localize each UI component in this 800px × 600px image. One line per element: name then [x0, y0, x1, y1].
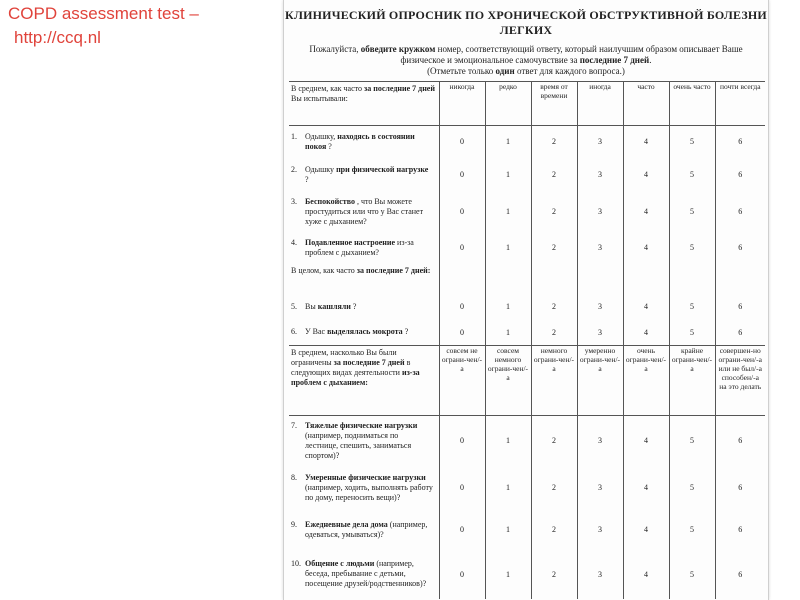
document-instructions: [290, 44, 762, 77]
question-text: [289, 550, 439, 599]
answer-option-5[interactable]: 5: [669, 158, 715, 192]
instr-text: Пожалуйста,: [309, 44, 359, 54]
answer-option-3[interactable]: 3: [577, 158, 623, 192]
heading-text: в следующих видах деятельности: [291, 358, 411, 377]
heading-text: В среднем, насколько Вы были ограничены: [291, 348, 397, 367]
answer-option-2[interactable]: 2: [531, 158, 577, 192]
question-number: 6.: [291, 327, 297, 337]
answer-option-6[interactable]: 6: [738, 243, 743, 252]
answer-option-2[interactable]: 2: [531, 294, 577, 320]
answer-option-2[interactable]: 2: [531, 192, 577, 232]
answer-option-0[interactable]: 0: [439, 416, 485, 466]
answer-option-5[interactable]: 5: [669, 550, 715, 599]
answer-option-1[interactable]: 1: [485, 192, 531, 232]
question-keyword: Подавленное настроение: [305, 237, 396, 247]
instr-bold: обведите кружком: [360, 44, 436, 54]
question-keyword: находясь в состоянии покоя: [305, 131, 415, 151]
section3-header-row: [289, 346, 765, 416]
section1-heading: [289, 82, 439, 126]
answer-option-0[interactable]: 0: [439, 192, 485, 232]
question-number: 9.: [291, 519, 297, 529]
question-number: 1.: [291, 131, 297, 141]
heading-text: Вы испытывали:: [291, 94, 348, 103]
question-text-part: , что Вы можете простудиться или что у Вас станет хуже с дыханием?: [305, 196, 424, 226]
answer-option-0[interactable]: 0: [439, 126, 485, 158]
limit-scale-header: умеренно ограни-чен/-а: [577, 346, 623, 416]
question-text-part: ?: [328, 141, 332, 151]
question-row-5: [289, 294, 765, 320]
answer-option-3[interactable]: 3: [577, 192, 623, 232]
section3-heading: [289, 346, 439, 416]
question-text-part: Одышку,: [305, 131, 336, 141]
question-text-part: У Вас: [305, 327, 326, 337]
answer-option-4[interactable]: 4: [623, 416, 669, 466]
answer-option-4[interactable]: 4: [623, 294, 669, 320]
scale-header: очень часто: [669, 82, 715, 126]
answer-option-5[interactable]: 5: [669, 294, 715, 320]
question-number: 5.: [291, 301, 297, 311]
question-row-8: [289, 466, 765, 510]
answer-option-1[interactable]: 1: [485, 126, 531, 158]
question-text: [289, 126, 439, 158]
answer-option-0[interactable]: 0: [439, 294, 485, 320]
answer-option-1[interactable]: 1: [485, 294, 531, 320]
question-row-2: [289, 158, 765, 192]
question-text-part: Одышку: [305, 164, 335, 174]
limit-scale-header: совсем немного ограни-чен/-а: [485, 346, 531, 416]
question-row-1: [289, 126, 765, 158]
questionnaire-table: [289, 81, 765, 599]
question-text: [289, 294, 439, 320]
answer-option-3[interactable]: 3: [577, 126, 623, 158]
instr-text: ответ для каждого вопроса.): [516, 66, 625, 76]
heading-bold: за последние 7 дней:: [356, 265, 431, 275]
question-keyword: Общение с людьми: [305, 559, 375, 568]
slide-title: [8, 2, 278, 50]
answer-option-3[interactable]: 3: [577, 320, 623, 346]
instr-bold: один: [495, 66, 515, 76]
question-keyword: Беспокойство: [305, 196, 355, 206]
answer-option-3[interactable]: 3: [577, 232, 623, 264]
answer-option-6[interactable]: 6: [738, 302, 743, 311]
question-keyword: Умеренные физические нагрузки: [305, 472, 426, 482]
instr-text: (Отметьте только: [427, 66, 494, 76]
heading-bold: за последние 7 дней: [364, 84, 435, 93]
question-number: 3.: [291, 196, 297, 206]
answer-option-3[interactable]: 3: [577, 510, 623, 550]
scale-header: почти всегда: [715, 82, 765, 126]
answer-option-6[interactable]: 6: [738, 483, 743, 492]
question-text-part: из-за проблем с дыханием?: [305, 237, 414, 257]
answer-option-2[interactable]: 2: [531, 126, 577, 158]
answer-option-5[interactable]: 5: [669, 320, 715, 346]
answer-option-0[interactable]: 0: [439, 466, 485, 510]
answer-option-1[interactable]: 1: [485, 158, 531, 192]
question-text-part: (например, одеваться, умываться)?: [305, 519, 428, 539]
answer-option-2[interactable]: 2: [531, 466, 577, 510]
answer-option-3[interactable]: 3: [577, 416, 623, 466]
scale-header: время от времени: [531, 82, 577, 126]
scale-header: никогда: [439, 82, 485, 126]
question-number: 2.: [291, 164, 297, 174]
answer-option-6[interactable]: 6: [738, 525, 743, 534]
heading-bold: из-за проблем с дыханием:: [291, 368, 420, 387]
question-text: [289, 320, 439, 346]
answer-option-6[interactable]: 6: [738, 207, 743, 216]
answer-option-6[interactable]: 6: [738, 436, 743, 446]
question-text-part: ?: [352, 301, 357, 311]
answer-option-0[interactable]: 0: [439, 158, 485, 192]
heading-bold: за последние 7 дней: [333, 358, 405, 367]
answer-option-1[interactable]: 1: [485, 466, 531, 510]
answer-option-4[interactable]: 4: [623, 466, 669, 510]
answer-option-4[interactable]: 4: [623, 192, 669, 232]
answer-option-5[interactable]: 5: [669, 126, 715, 158]
question-keyword: выделялась мокрота: [327, 327, 403, 337]
answer-option-5[interactable]: 5: [669, 510, 715, 550]
answer-option-4[interactable]: 4: [623, 126, 669, 158]
question-number: 10.: [291, 559, 301, 568]
question-text-part: (например, ходить, выполнять работу по дому, переносить вещи)?: [305, 482, 433, 502]
slide-title-line1: COPD assessment test –: [8, 4, 199, 23]
question-text: [289, 158, 439, 192]
question-row-6: [289, 320, 765, 346]
answer-option-2[interactable]: 2: [531, 510, 577, 550]
scale-header: иногда: [577, 82, 623, 126]
slide-title-url: http://ccq.nl: [14, 28, 101, 47]
answer-option-3[interactable]: 3: [577, 294, 623, 320]
section2-header-row: [289, 264, 765, 294]
answer-option-4[interactable]: 4: [623, 550, 669, 599]
answer-option-1[interactable]: 1: [485, 232, 531, 264]
question-keyword: Ежедневные дела дома: [305, 519, 388, 529]
instr-text: номер, соответствующий ответу, который наилучшим образом описывает Ваше физическое и эмоциональное самочувствие за: [400, 44, 743, 65]
answer-option-1[interactable]: 1: [485, 510, 531, 550]
question-keyword: кашляли: [317, 301, 351, 311]
question-row-9: [289, 510, 765, 550]
question-text: [289, 232, 439, 264]
answer-option-4[interactable]: 4: [623, 232, 669, 264]
question-text: [289, 416, 439, 466]
limit-scale-header: совершен-но ограни-чен/-а или не был/-а способен/-а на это делать: [715, 346, 765, 416]
question-row-4: [289, 232, 765, 264]
question-text-part: (например, беседа, пребывание с детьми, посещение друзей/родственников)?: [305, 559, 427, 588]
heading-text: В среднем, как часто: [291, 84, 363, 93]
answer-option-1[interactable]: 1: [485, 416, 531, 466]
answer-option-6[interactable]: 6: [738, 569, 743, 579]
answer-option-1[interactable]: 1: [485, 320, 531, 346]
answer-option-5[interactable]: 5: [669, 416, 715, 466]
document-title: КЛИНИЧЕСКИЙ ОПРОСНИК ПО ХРОНИЧЕСКОЙ ОБСТРУКТИВНОЙ БОЛЕЗНИ ЛЕГКИХ: [285, 8, 767, 37]
section1-header-row: [289, 82, 765, 126]
question-number: 8.: [291, 472, 297, 482]
answer-option-5[interactable]: 5: [669, 192, 715, 232]
answer-option-2[interactable]: 2: [531, 232, 577, 264]
question-text: [289, 510, 439, 550]
answer-option-3[interactable]: 3: [577, 550, 623, 599]
question-keyword: при физической нагрузке: [336, 164, 429, 174]
answer-option-4[interactable]: 4: [623, 158, 669, 192]
question-number: 7.: [291, 420, 297, 430]
answer-option-6[interactable]: 6: [738, 327, 743, 337]
answer-option-3[interactable]: 3: [577, 466, 623, 510]
question-number: 4.: [291, 237, 297, 247]
instr-text: .: [649, 55, 652, 65]
section2-heading: [289, 264, 439, 294]
answer-option-2[interactable]: 2: [531, 416, 577, 466]
questionnaire-document: [283, 0, 769, 600]
question-text: [289, 192, 439, 232]
answer-option-4[interactable]: 4: [623, 320, 669, 346]
question-text-part: ?: [305, 174, 309, 184]
answer-option-0[interactable]: 0: [439, 510, 485, 550]
answer-option-2[interactable]: 2: [531, 550, 577, 599]
answer-option-6[interactable]: 6: [738, 170, 743, 179]
limit-scale-header: крайне ограни-чен/-а: [669, 346, 715, 416]
question-keyword: Тяжелые физические нагрузки: [305, 420, 418, 430]
question-text: [289, 466, 439, 510]
heading-text: В целом, как часто: [291, 265, 355, 275]
limit-scale-header: совсем не ограни-чен/-а: [439, 346, 485, 416]
question-row-10: [289, 550, 765, 599]
answer-option-2[interactable]: 2: [531, 320, 577, 346]
answer-option-0[interactable]: 0: [439, 550, 485, 599]
question-row-3: [289, 192, 765, 232]
answer-option-6[interactable]: 6: [738, 137, 743, 147]
limit-scale-header: немного ограни-чен/-а: [531, 346, 577, 416]
instr-bold: последние 7 дней: [579, 55, 650, 65]
question-text-part: Вы: [305, 301, 316, 311]
question-text-part: ?: [404, 327, 409, 337]
answer-option-5[interactable]: 5: [669, 466, 715, 510]
answer-option-0[interactable]: 0: [439, 232, 485, 264]
limit-scale-header: очень ограни-чен/-а: [623, 346, 669, 416]
scale-header: редко: [485, 82, 531, 126]
answer-option-1[interactable]: 1: [485, 550, 531, 599]
answer-option-0[interactable]: 0: [439, 320, 485, 346]
scale-header: часто: [623, 82, 669, 126]
answer-option-5[interactable]: 5: [669, 232, 715, 264]
question-row-7: [289, 416, 765, 466]
question-text-part: (например, подниматься по лестнице, спешить, заниматься спортом)?: [305, 430, 412, 460]
answer-option-4[interactable]: 4: [623, 510, 669, 550]
